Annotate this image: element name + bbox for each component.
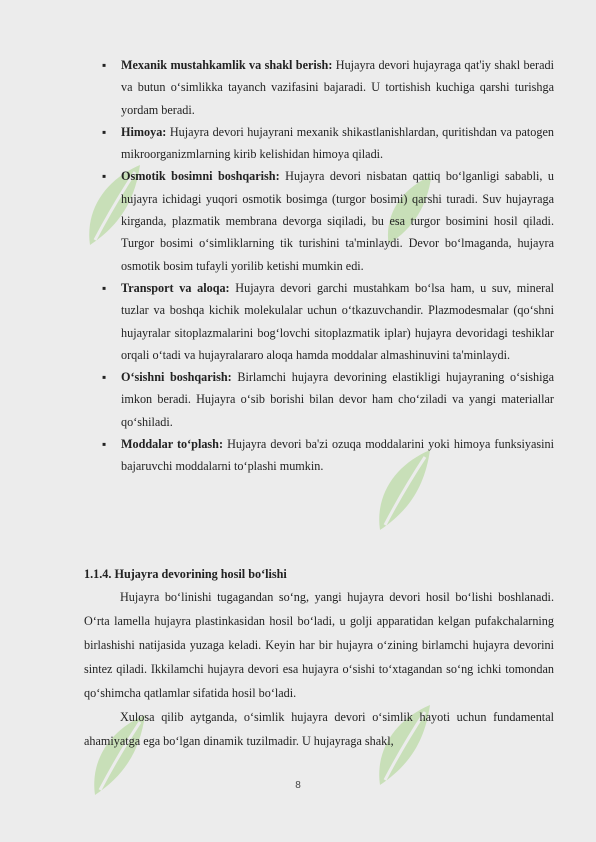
paragraph: Hujayra bo‘linishi tugagandan so‘ng, yangi hujayra devori hosil bo‘lishi boshlanadi. O‘rta lamella hujayra plastinkasidan hosil bo‘ladi, u golji apparatidan kelgan pufakchalarning birlashishi natijasida yuzaga keladi. Keyin har bir hujayra o‘zining birlamchi hujayra devorini sintez qiladi. Ikkilamchi hujayra devori esa hujayra o‘sishi to‘xtagandan so‘ng ichki tomondan qo‘shimcha qatlamlar sifatida hosil bo‘ladi. [84, 590, 554, 701]
bullet-title: Osmotik bosimni boshqarish: [121, 169, 280, 184]
page-number: 8 [295, 780, 301, 791]
list-item [84, 433, 554, 478]
section-heading: 1.1.4. Hujayra devorining hosil bo‘lishi [84, 567, 287, 581]
bullet-text: Hujayra devori nisbatan qattiq bo‘lganligi sababli, u hujayra ichidagi yuqori osmotik bosimga (turgor bosimi) qarshi turadi. Suv hujayraga kirganda, plazmatik membrana devorga siqiladi, bu esa turgor bosimini hosil qiladi. Turgor bosimi o‘simliklarning tik turishini ta'minlaydi. Devor bo‘lmaganda, hujayra osmotik bosim tufayli yorilib ketishi mumkin edi. [121, 169, 554, 273]
bullet-text: Hujayra devori hujayraga qat'iy shakl beradi va butun o‘simlikka tayanch vazifasini bajaradi. U tortishish kuchiga qarshi turishga yordam beradi. [121, 58, 554, 117]
bullet-title: Transport va aloqa: [121, 280, 230, 295]
bullet-text: Hujayra devori ba'zi ozuqa moddalarini yoki himoya funksiyasini bajaruvchi moddalarni to‘plashi mumkin. [121, 437, 555, 474]
bullet-title: O‘sishni boshqarish: [121, 370, 232, 385]
list-item [84, 121, 554, 166]
paragraph: Xulosa qilib aytganda, o‘simlik hujayra devori o‘simlik hayoti uchun fundamental ahamiyatga ega bo‘lgan dinamik tuzilmadir. U hujayraga shakl, [84, 710, 554, 749]
bullet-icon: ▪ [102, 437, 107, 452]
bullet-text: Hujayra devori hujayrani mexanik shikastlanishlardan, quritishdan va patogen mikroorganizmlarning kirib kelishidan himoya qiladi. [121, 124, 554, 162]
section-block [84, 563, 554, 753]
bullet-text: Hujayra devori garchi mustahkam bo‘lsa ham, u suv, mineral tuzlar va boshqa kichik molekulalar uchun o‘tkazuvchandir. Plazmodesmalar (qo‘shni hujayralar sitoplazmalarini bog‘lovchi sitoplazmatik iplar) hujayra devoridagi teshiklar orqali o‘tadi va hujayralararo aloqa hamda moddalar almashinuvini ta'minlaydi. [121, 280, 555, 362]
page-content [84, 54, 554, 478]
bullet-icon: ▪ [102, 124, 107, 139]
bullet-title: Moddalar to‘plash: [121, 437, 224, 452]
list-item [84, 54, 554, 121]
bullet-title: Mexanik mustahkamlik va shakl berish: [121, 58, 333, 72]
bullet-icon: ▪ [102, 58, 107, 72]
bullet-title: Himoya: [121, 124, 167, 139]
bullet-icon: ▪ [102, 169, 107, 184]
bullet-icon: ▪ [102, 370, 107, 385]
list-item [84, 366, 554, 433]
list-item [84, 277, 554, 366]
bullet-list [84, 54, 554, 478]
bullet-icon: ▪ [102, 280, 107, 295]
list-item [84, 165, 554, 276]
bullet-text: Birlamchi hujayra devorining elastikligi hujayraning o‘sishiga imkon beradi. Hujayra o‘sib borishi bilan devor ham cho‘ziladi va yangi materiallar qo‘shiladi. [121, 370, 555, 429]
